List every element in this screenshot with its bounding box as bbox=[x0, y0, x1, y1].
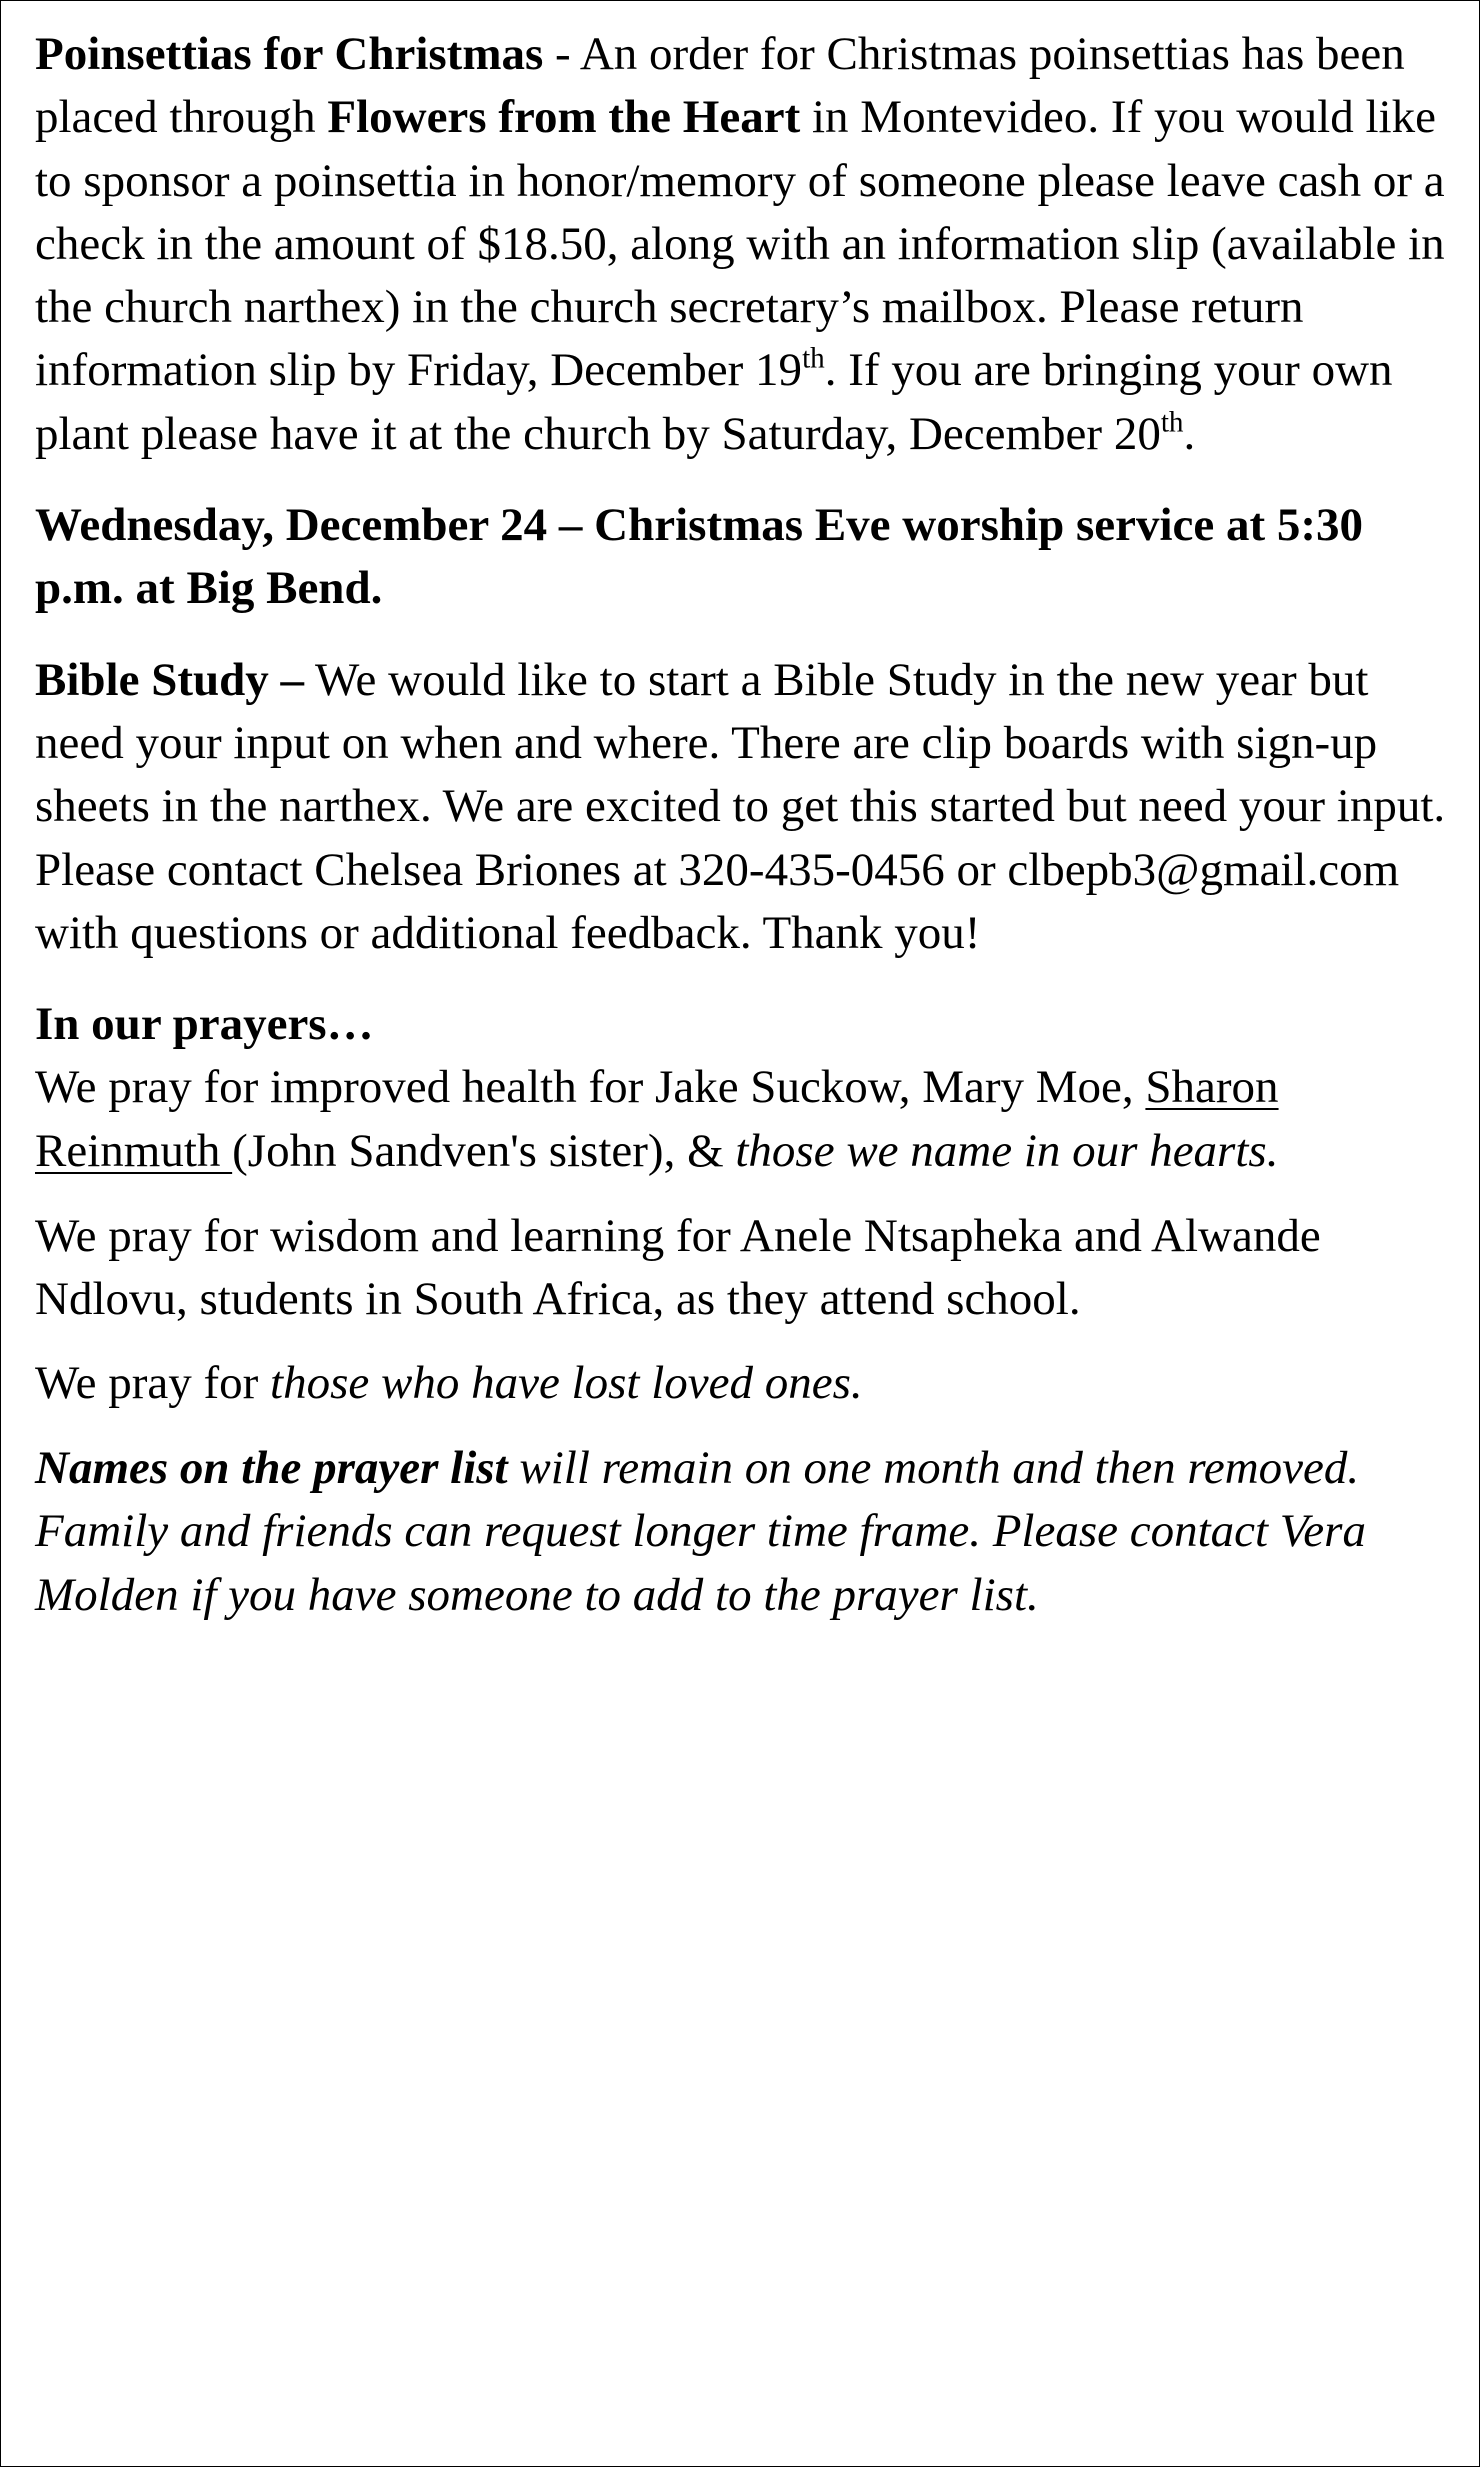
prayer-list-note-text: will remain on one month and then removed. Family and friends can request longer time frame. Please contact Vera Molden if you have someone to add to the prayer list. bbox=[35, 1441, 1366, 1621]
prayers-health-text-2: (John Sandven's sister), & bbox=[232, 1124, 736, 1177]
poinsettias-shop-name: Flowers from the Heart bbox=[327, 91, 801, 144]
poinsettias-text-4: . bbox=[1183, 407, 1196, 460]
bulletin-content bbox=[35, 23, 1451, 1627]
bible-study-paragraph bbox=[35, 649, 1451, 965]
christmas-eve-text: Wednesday, December 24 – Christmas Eve worship service at 5:30 p.m. at Big Bend. bbox=[35, 499, 1364, 615]
prayers-wisdom-paragraph bbox=[35, 1205, 1451, 1332]
poinsettias-text-2: in Montevideo. If you would like to sponsor a poinsettia in honor/memory of someone please leave cash or a check in the amount of $18.50, along with an information slip (available in the church narthex) in the church secretary’s mailbox. Please return information slip by Friday, December 19 bbox=[35, 91, 1445, 397]
prayers-heading: In our prayers… bbox=[35, 998, 374, 1051]
bible-study-heading: Bible Study – bbox=[35, 653, 305, 706]
poinsettias-text-3: . If you are bringing your own plant please have it at the church by Saturday, December 20 bbox=[35, 344, 1393, 460]
prayers-lost-italic: those who have lost loved ones. bbox=[270, 1356, 863, 1409]
poinsettias-sup-1: th bbox=[802, 343, 825, 376]
prayer-list-note-bold: Names on the prayer list bbox=[35, 1441, 508, 1494]
prayers-lost-text: We pray for bbox=[35, 1356, 271, 1409]
prayers-health-text-1: We pray for improved health for Jake Suckow, Mary Moe, bbox=[35, 1061, 1146, 1114]
prayers-heading-paragraph bbox=[35, 993, 1451, 1056]
poinsettias-text-1: - An order for Christmas poinsettias has been placed through bbox=[35, 28, 1405, 144]
poinsettias-paragraph bbox=[35, 23, 1451, 466]
poinsettias-sup-2: th bbox=[1160, 406, 1184, 439]
prayer-list-note bbox=[35, 1437, 1451, 1627]
prayers-health-italic: those we name in our hearts. bbox=[735, 1124, 1279, 1177]
bible-study-text: We would like to start a Bible Study in the new year but need your input on when and where. There are clip boards with sign-up sheets in the narthex. We are excited to get this started but need your input. Please contact Chelsea Briones at 320-435-0456 or clbepb3@gmail.com with questions or additional feedback. Thank you! bbox=[35, 653, 1446, 959]
poinsettias-heading: Poinsettias for Christmas bbox=[35, 28, 544, 80]
prayers-health-paragraph bbox=[35, 1056, 1451, 1183]
christmas-eve-paragraph bbox=[35, 494, 1451, 621]
prayers-wisdom-text: We pray for wisdom and learning for Anele Ntsapheka and Alwande Ndlovu, students in South Africa, as they attend school. bbox=[35, 1210, 1321, 1326]
prayers-underlined-name: Sharon Reinmuth bbox=[35, 1061, 1279, 1177]
prayers-lost-paragraph bbox=[35, 1352, 1451, 1415]
